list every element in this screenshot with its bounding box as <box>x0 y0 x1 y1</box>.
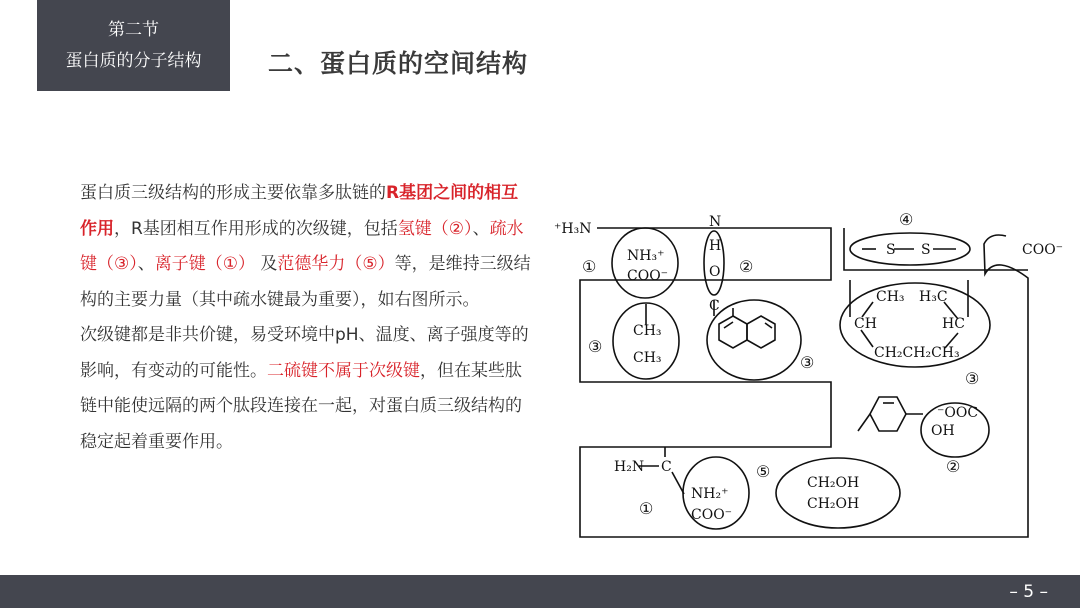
c2-label: C <box>661 459 672 475</box>
marker-disulfide: ④ <box>899 210 914 229</box>
hydrophobic-ellipse-naphthalene <box>707 300 801 380</box>
nh3-label: NH₃⁺ <box>627 248 665 264</box>
highlight-hydrophobic-bond: 疏水键（③） <box>80 218 524 274</box>
coo-label-top: COO⁻ <box>627 268 669 284</box>
marker-hbond-top: ② <box>739 257 754 276</box>
ch2oh-a-label: CH₂OH <box>807 475 860 491</box>
highlight-van-der-waals: 范德华力（⑤） <box>277 254 395 274</box>
ch-label: CH <box>854 316 877 332</box>
c-atom-label: C <box>709 298 720 314</box>
nh2-label: NH₂⁺ <box>691 486 729 502</box>
alkyl-chain-label: CH₂CH₂CH₃ <box>874 345 960 361</box>
oh-label: OH <box>931 423 955 439</box>
paragraph-2: 次级键都是非共价键，易受环境中pH、温度、离子强度等的影响，有变动的可能性。二硫键不属于次级键，但在某些肽链中能使远隔的两个肽段连接在一起，对蛋白质三级结构的稳定起着重要作用。 <box>80 325 529 452</box>
marker-hydrophobic-naph: ③ <box>800 353 815 372</box>
o-atom-label: O <box>709 264 721 280</box>
highlight-hydrogen-bond: 氢键（②） <box>397 218 473 239</box>
highlight-disulfide: 二硫键不属于次级键 <box>267 360 420 381</box>
h3c-label: H₃C <box>919 289 948 305</box>
section-tag <box>37 0 230 91</box>
h-atom-label: H <box>709 238 722 254</box>
coo-label-bottom: COO⁻ <box>691 507 733 523</box>
n-terminus-label: ⁺H₃N <box>554 221 592 237</box>
page-title: 二、蛋白质的空间结构 <box>268 49 529 78</box>
naphthalene-ring-left <box>719 316 747 348</box>
highlight-ionic-bond: 离子键（①） <box>154 254 255 274</box>
s1-label: S <box>886 242 896 258</box>
ch2oh-b-label: CH₂OH <box>807 496 860 512</box>
marker-ionic-bottom: ① <box>639 499 654 518</box>
section-number: 第二节 <box>108 19 159 40</box>
ooc-label: ⁻OOC <box>937 405 979 421</box>
body-text <box>46 176 532 460</box>
paragraph-1: 蛋白质三级结构的形成主要依靠多肽链的R基团之间的相互作用，R基团相互作用形成的次级键，包括氢键（②）、疏水键（③）、离子键（①） 及范德华力（⑤）等，是维持三级结构的主要力量（其中疏水键最为重要），如右图所示。 <box>80 183 531 310</box>
tertiary-structure-diagram <box>548 204 1068 550</box>
van-der-waals-ellipse <box>776 458 900 528</box>
page-number: – 5 – <box>1009 582 1048 602</box>
ch3-c-label: CH₃ <box>876 289 905 305</box>
marker-ionic-top: ① <box>582 257 597 276</box>
highlight-r-groups: R基团之间的相互作用 <box>80 183 519 239</box>
s2-label: S <box>921 242 931 258</box>
section-name: 蛋白质的分子结构 <box>65 50 202 71</box>
h2n-label: H₂N <box>614 459 645 475</box>
marker-hydrophobic-left: ③ <box>588 337 603 356</box>
marker-hbond-bottom: ② <box>946 457 961 476</box>
ch3-a-label: CH₃ <box>633 323 662 339</box>
benzene-ring <box>870 397 906 431</box>
footer-bar <box>0 575 1080 608</box>
ch3-b-label: CH₃ <box>633 350 662 366</box>
marker-hydrophobic-right: ③ <box>965 369 980 388</box>
hc-label: HC <box>942 316 965 332</box>
marker-van-der-waals: ⑤ <box>756 462 771 481</box>
c-terminus-label: COO⁻ <box>1022 242 1064 258</box>
naphthalene-ring-right <box>747 316 775 348</box>
n-atom-label: N <box>709 214 722 230</box>
